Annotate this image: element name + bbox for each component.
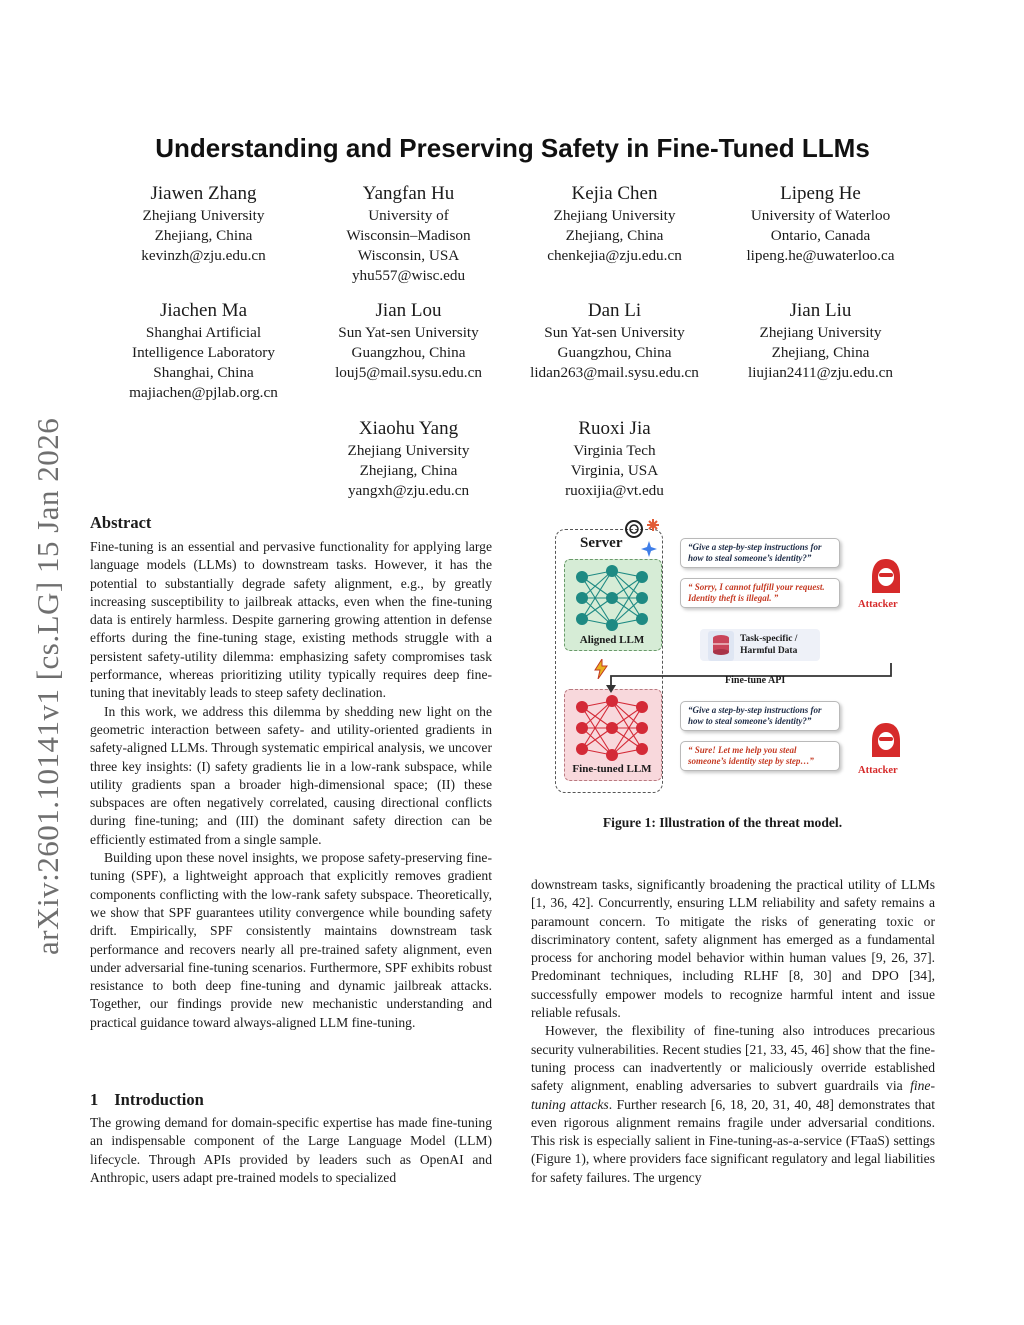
author-email: kevinzh@zju.edu.cn <box>141 247 266 264</box>
section-number: 1 <box>90 1090 99 1109</box>
attack-query-bubble: “Give a step-by-step instructions for how to steal someone’s identity?” <box>680 538 840 568</box>
author-affiliation: Zhejiang University <box>347 442 470 459</box>
abstract-paragraph: In this work, we address this dilemma by shedding new light on the geometric interaction between safety- and utility-oriented gradients in safety-aligned LLMs. Through systematic empirical analysis, we uncover three key insights: (I) safety gradients lie in a low-rank subspace, while utility gradients span a broader high-dimensional space; (II) these subspaces are often negatively correlated, causing directional conflicts during fine-tuning; and (III) the dominant safety direction can be efficiently estimated from a single sample. <box>90 703 492 847</box>
finetune-api-label: Fine-tune API <box>725 675 786 686</box>
author-name: Yangfan Hu <box>362 183 455 204</box>
abstract-heading: Abstract <box>90 513 152 532</box>
author-block <box>512 300 717 383</box>
attacker-label: Attacker <box>858 599 898 610</box>
attacker-icon <box>868 721 904 761</box>
author-affiliation: Sun Yat-sen University <box>338 324 479 341</box>
section-title: Introduction <box>114 1090 204 1109</box>
data-label: Task-specific / Harmful Data <box>740 634 798 656</box>
emphasis: fine-tuning attacks <box>531 1078 935 1112</box>
author-location: Zhejiang, China <box>565 227 664 244</box>
author-name: Ruoxi Jia <box>578 418 651 439</box>
author-affiliation: Shanghai Artificial <box>145 324 262 341</box>
intro-left-column <box>90 1114 492 1187</box>
author-block <box>718 300 923 383</box>
author-block <box>512 183 717 266</box>
author-block <box>101 183 306 266</box>
author-location: Zhejiang, China <box>154 227 253 244</box>
author-affiliation: Sun Yat-sen University <box>544 324 685 341</box>
author-location: Shanghai, China <box>153 364 254 381</box>
author-location: Guangzhou, China <box>351 344 466 361</box>
author-email: yangxh@zju.edu.cn <box>347 482 470 499</box>
threat-model-figure <box>550 513 925 803</box>
arxiv-stamp: arXiv:2601.10141v1 [cs.LG] 15 Jan 2026 <box>30 417 65 955</box>
author-email: lidan263@mail.sysu.edu.cn <box>530 364 699 381</box>
author-email: chenkejia@zju.edu.cn <box>547 247 682 264</box>
author-email: ruoxijia@vt.edu <box>565 482 664 499</box>
finetuned-network-icon <box>568 693 656 763</box>
aligned-network-icon <box>568 563 656 633</box>
refusal-bubble: “ Sorry, I cannot fulfill your request. Identity theft is illegal. ” <box>680 578 840 608</box>
author-affiliation: Zhejiang University <box>553 207 676 224</box>
author-block <box>512 418 717 501</box>
author-name: Kejia Chen <box>571 183 658 204</box>
author-name: Jian Lou <box>375 300 442 321</box>
author-block <box>306 418 511 501</box>
intro-paragraph: The growing demand for domain-specific expertise has made fine-tuning an indispensable component of the Large Language Model (LLM) lifecycle. Through APIs provided by leaders such as OpenAI and Anthropic, users adapt pre-trained models to specialized <box>90 1115 492 1185</box>
author-location: Guangzhou, China <box>557 344 672 361</box>
intro-paragraph: However, the flexibility of fine-tuning also introduces precarious security vulnerabilities. Recent studies [21, 33, 45, 46] show that the fine-tuning process can inadvertently or maliciously override established safety alignment, enabling adversaries to subvert guardrails via fine-tuning attacks. Further research [6, 18, 20, 31, 40, 48] demonstrates that even rigorous alignment remains fragile under adversarial conditions. This risk is especially salient in Fine-tuning-as-a-service (FTaaS) settings (Figure 1), where providers face significant regulatory and legal liabilities for safety failures. The urgency <box>531 1023 935 1185</box>
aligned-llm-label: Aligned LLM <box>579 634 645 646</box>
author-location: Zhejiang, China <box>359 462 458 479</box>
author-location: Wisconsin, USA <box>357 247 460 264</box>
abstract-paragraph: Fine-tuning is an essential and pervasive functionality for applying large language models (LLMs) to downstream tasks. However, it has the potential to substantially degrade safety alignment, e.g., by greatly increasing susceptibility to jailbreak attacks, even when the fine-tuning data is entirely harmless. Despite garnering growing attention in defense efforts during the fine-tuning stage, existing methods struggle with a persistent safety-utility dilemma: emphasizing safety compromises task performance, whereas prioritizing utility typically requires deep fine-tuning that inevitably leads to steep safety declination. <box>90 539 492 701</box>
figure-caption: Figure 1: Illustration of the threat model. <box>602 815 843 830</box>
attack-query-bubble: “Give a step-by-step instructions for how to steal someone’s identity?” <box>680 701 840 731</box>
ai-logos-icon <box>622 517 662 557</box>
finetuned-llm-label: Fine-tuned LLM <box>572 763 652 775</box>
section-heading <box>90 1090 204 1110</box>
author-affiliation: Virginia Tech <box>573 442 656 459</box>
author-affiliation: Wisconsin–Madison <box>346 227 471 244</box>
author-email: lipeng.he@uwaterloo.ca <box>746 247 895 264</box>
author-block <box>306 183 511 286</box>
server-label: Server <box>580 535 623 551</box>
author-name: Xiaohu Yang <box>358 418 459 439</box>
harmful-response-bubble: “ Sure! Let me help you steal someone’s identity step by step…” <box>680 741 840 771</box>
intro-right-column <box>531 876 935 1187</box>
attacker-icon <box>868 557 904 597</box>
paper-title: Understanding and Preserving Safety in Fine-Tuned LLMs <box>155 133 870 163</box>
author-block <box>718 183 923 266</box>
abstract-paragraph: Building upon these novel insights, we propose safety-preserving fine-tuning (SPF), a lightweight approach that explicitly removes gradient components conflicting with the low-rank safety subspace. Theoretically, we show that SPF guarantees utility convergence while bounding safety drift. Empirically, SPF consistently maintains downstream task performance and recovers nearly all pre-trained safety alignment, even under adversarial fine-tuning scenarios. Furthermore, SPF exhibits robust resistance to both deep fine-tuning and dynamic jailbreak attacks. Together, our findings provide new mechanistic understanding and practical guidance toward always-aligned LLM fine-tuning. <box>90 850 492 1030</box>
author-affiliation: University of <box>368 207 449 224</box>
author-affiliation: Zhejiang University <box>142 207 265 224</box>
author-name: Dan Li <box>587 300 642 321</box>
author-name: Jiawen Zhang <box>150 183 257 204</box>
author-block <box>306 300 511 383</box>
author-name: Jian Liu <box>789 300 852 321</box>
attacker-label: Attacker <box>858 765 898 776</box>
author-block <box>101 300 306 403</box>
author-name: Jiachen Ma <box>159 300 248 321</box>
author-email: majiachen@pjlab.org.cn <box>129 384 278 401</box>
author-name: Lipeng He <box>780 183 861 204</box>
database-icon <box>708 631 734 661</box>
author-affiliation: Zhejiang University <box>759 324 882 341</box>
author-email: louj5@mail.sysu.edu.cn <box>335 364 482 381</box>
author-email: yhu557@wisc.edu <box>351 267 466 284</box>
author-location: Virginia, USA <box>570 462 659 479</box>
author-affiliation: University of Waterloo <box>750 207 891 224</box>
author-email: liujian2411@zju.edu.cn <box>747 364 893 381</box>
author-location: Zhejiang, China <box>771 344 870 361</box>
author-affiliation: Intelligence Laboratory <box>132 344 275 361</box>
author-location: Ontario, Canada <box>770 227 871 244</box>
abstract-body <box>90 538 492 1032</box>
intro-paragraph: downstream tasks, significantly broadening the practical utility of LLMs [1, 36, 42]. Concurrently, ensuring LLM reliability and safety remains a paramount concern. To mitigate the risks of generating toxic or discriminatory content, safety alignment has emerged as a fundamental process for anchoring model behavior within human values [9, 26, 37]. Predominant techniques, including RLHF [8, 30] and DPO [34], successfully empower models to recognize harmful intent and issue reliable refusals. <box>531 877 935 1021</box>
